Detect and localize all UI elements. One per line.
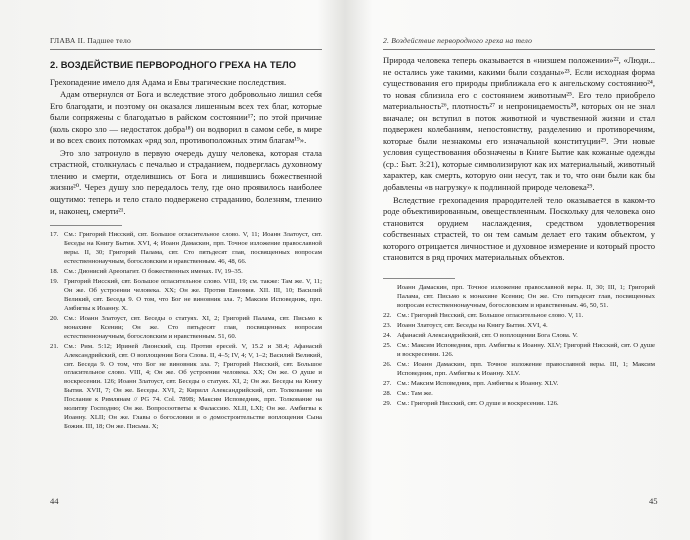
footnote-number: 23. <box>383 321 392 329</box>
footnote <box>383 284 655 311</box>
page-number: 45 <box>649 496 658 506</box>
footnote-text: См.: Рим. 5:12; Ириней Лионский, сщ. Против ересей. V, 15.2 и 38.4; Афанасий Александрийский, свт. О воплощении Бога Слова. II, 4–5; IV, 4; V, 1–2; Василий Великий, свт. Беседа 9. О том, что Бог не виновник зла. 7; Григорий Нисский, свт. Большое огласительное слово. VIII, 4; Он же. Об устроении человека. XX; Он же. О душе и воскресении. 126; Иоанн Златоуст, свт. Беседы о статуях. XI, 2; Он же. Беседы на Книгу Бытия. XVII, 7; Он же. Беседы. XVI, 2; Кирилл Александрийский, свт. Толкование на Послание к Римлянам // PG 74. Col. 789B; Максим Исповедник, прп. Толкование на молитву Господню; Он же. Вопросоответы к Фалассию. XLII, LXI; Он же. Амбигвы к Иоанну. XLII; Он же. Главы о богословии и о домостроительстве воплощения Сына Божия. III, 18; Он же. Письма. X; <box>64 342 322 430</box>
footnote-number: 28. <box>383 390 392 398</box>
footnote-text: См.: Там же. <box>397 390 433 398</box>
right-page <box>345 0 690 540</box>
footnote-number: 26. <box>383 361 392 369</box>
footnote <box>383 322 655 331</box>
footnote-text: См.: Максим Исповедник, прп. Амбигвы к Иоанну. XLV. <box>397 380 559 388</box>
footnote <box>50 231 322 267</box>
footnote <box>383 361 655 379</box>
footnote-text: Григорий Нисский, свт. Большое огласительное слово. VIII, 19; см. также: Там же. V, 11; Он же. Об устроении человека. XX; Он же. Против Евномия. XII. III, 10; Василий Великий, свт. Беседа 9. О том, что Бог не виновник зла. 7; Максим Исповедник, прп. Амбигвы к Иоанну. X. <box>64 278 322 312</box>
footnote-text: См.: Дионисий Ареопагит. О божественных именах. IV, 19–35. <box>64 267 243 275</box>
page-body <box>383 55 655 409</box>
footnote-number: 24. <box>383 331 392 339</box>
paragraph: Адам отвернулся от Бога и вследствие этого добровольно лишил себя Его благодати, и поэтому он оказался лишенным всех тех благ, которые были сопряжены с благодатью в райском состоянии¹⁷; по этой причине (коль скоро зло — недостаток добра¹⁸) он водворил в самом себе, в мире и во всех своих потомках «ряд зол, противоположных этим благам¹⁹». <box>50 89 322 146</box>
page-body <box>50 55 322 432</box>
footnote-number: 18. <box>50 267 59 275</box>
footnote-rule <box>50 225 122 226</box>
footnote-number: 22. <box>383 311 392 319</box>
footnote-number: 25. <box>383 342 392 350</box>
header-rule <box>50 49 322 50</box>
footnote-rule <box>383 278 455 279</box>
paragraph: Грехопадение имело для Адама и Евы трагические последствия. <box>50 76 287 87</box>
footnotes <box>50 231 322 432</box>
paragraph: Вследствие грехопадения прародителей тело оказывается в каком-то роде объективированным, овеществленным. Поскольку для человека оно становится орудием наслаждения, средством удовлетворения собственных страстей, то он тем самым делает его таким объектом, у которого отрицается личностное и духовное измерение и который просто становится в ряд прочих материальных объектов. <box>383 194 655 263</box>
footnote-number <box>383 284 397 311</box>
footnote <box>383 380 655 389</box>
footnote <box>383 390 655 399</box>
footnote-text: См.: Григорий Нисский, свт. О душе и воскресении. 126. <box>397 400 559 408</box>
header-rule <box>383 49 655 50</box>
footnote <box>383 400 655 409</box>
running-head-text: 2. Воздействие первородного греха на тело <box>383 36 533 45</box>
paragraph: Это зло затронуло в первую очередь душу человека, которая стала страстной, столкнулась с печалью и страданием, подверглась духовному тлению и смерти, отделившись от Бога и лишившись божественной жизни²⁰. Через душу зло передалось телу, где оно проявилось наиболее ощутимо: теперь и тело стало подвержено страданию, болезням, тлению и, наконец, смерти²¹. <box>50 147 322 216</box>
footnote-text: См.: Григорий Нисский, свт. Большое огласительное слово. V, 11. <box>397 311 584 319</box>
footnote <box>50 315 322 342</box>
footnote-number: 17. <box>50 231 59 239</box>
footnote <box>383 342 655 360</box>
footnote <box>383 332 655 341</box>
footnote-number: 27. <box>383 380 392 388</box>
footnote-text: Иоанн Дамаскин, прп. Точное изложение православной веры. II, 30; III, 1; Григорий Палама, свт. Письмо к монахине Ксении; Он же. Сто пятьдесят глав, посвященных вопросам естественнонаучным, богословским и нравственным. 46, 50, 51. <box>397 283 655 309</box>
footnote <box>50 278 322 314</box>
section-heading: 2. ВОЗДЕЙСТВИЕ ПЕРВОРОДНОГО ГРЕХА НА ТЕЛО <box>50 59 297 70</box>
footnote-number: 20. <box>50 314 59 322</box>
footnote-text: См.: Иоанн Златоуст, свт. Беседы о статуях. XI, 2; Григорий Палама, свт. Письмо к монахине Ксении; Он же. Сто пятьдесят глав, посвященных вопросам естественнонаучным, богословским и нравственным. 51, 60. <box>64 314 322 340</box>
footnote <box>50 268 322 277</box>
footnote <box>50 343 322 432</box>
paragraph: Природа человека теперь оказывается в «низшем положении»²², «Люди... не остались уже такими, какими были созданы»²³. Если исходная форма существования его природы приближала его к ангельскому состоянию²⁴, то новая сблизила его с состоянием животным²⁵. Его тело приобрело материальность²⁶, плотность²⁷ и непроницаемость²⁸, которых он не знал вначале; он вступил в поток животной и чувственной жизни и стал подвержен колебаниям, непостоянству, разделению и противоречиям, которые были незнакомы его изначальной конституции²⁹. Эти новые условия существования обозначены в Книге Бытие как кожаные одежды (ср.: Быт. 3:21), которые символизируют как их материальный, животный характер, как смерть, которую они несут, так и то, что они были как бы добавлены «в нагрузку» к подлинной природе человека²⁹. <box>383 55 655 193</box>
footnote-text: См.: Максим Исповедник, прп. Амбигвы к Иоанну. XLV; Григорий Нисский, свт. О душе и воскресении. 126. <box>397 342 655 358</box>
paragraphs <box>383 55 655 264</box>
running-head: ГЛАВА II. Падшее тело <box>50 36 131 45</box>
footnote-text: См.: Иоанн Дамаскин, прп. Точное изложение православной веры. III, 1; Максим Исповедник, прп. Амбигвы к Иоанну. XLV. <box>397 361 655 377</box>
footnote-number: 21. <box>50 342 59 350</box>
footnote-number: 29. <box>383 400 392 408</box>
footnote-text: Афанасий Александрийский, свт. О воплощении Бога Слова. V. <box>397 331 578 339</box>
footnotes <box>383 284 655 409</box>
running-head <box>383 36 532 45</box>
footnote <box>383 312 655 321</box>
footnote-text: Иоанн Златоуст, свт. Беседы на Книгу Бытия. XVI, 4. <box>397 321 548 329</box>
paragraphs <box>50 77 322 218</box>
footnote-number: 19. <box>50 278 59 286</box>
footnote-text: См.: Григорий Нисский, свт. Большое огласительное слово. V, 11; Иоанн Златоуст, свт. Беседы на Книгу Бытия. XVI, 4; Иоанн Дамаскин, прп. Точное изложение православной веры. II, 30; Григорий Палама, свт. Сто пятьдесят глав, посвященных вопросам естественнонаучным, богословским и нравственным. 46, 48, 66. <box>64 231 322 265</box>
page-number: 44 <box>50 496 59 506</box>
